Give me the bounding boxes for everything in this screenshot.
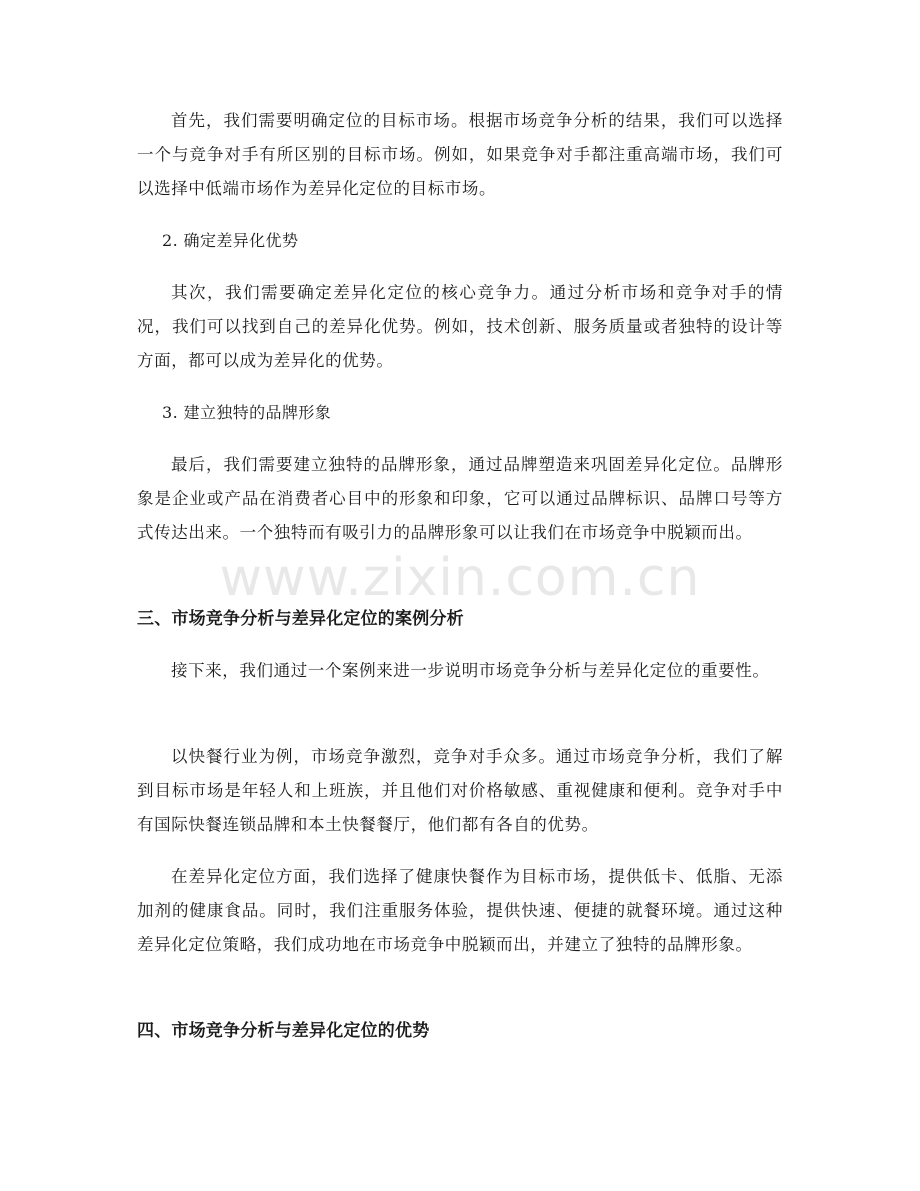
paragraph-differentiation-strategy: 在差异化定位方面，我们选择了健康快餐作为目标市场，提供低卡、低脂、无添加剂的健康食品。同时，我们注重服务体验，提供快速、便捷的就餐环境。通过这种差异化定位策略，我们成功地在市场竞争中脱颖而出，并建立了独特的品牌形象。 xyxy=(137,867,783,954)
section-heading-advantages: 四、市场竞争分析与差异化定位的优势 xyxy=(137,1021,430,1041)
subheading-differentiation-advantage: 2. 确定差异化优势 xyxy=(162,231,299,250)
watermark-text: www.zixin.com.cn xyxy=(219,548,701,608)
paragraph-fast-food-example: 以快餐行业为例，市场竞争激烈，竞争对手众多。通过市场竞争分析，我们了解到目标市场是年轻人和上班族，并且他们对价格敏感、重视健康和便利。竞争对手中有国际快餐连锁品牌和本土快餐餐厅，他们都有各自的优势。 xyxy=(137,747,783,834)
subheading-brand-image: 3. 建立独特的品牌形象 xyxy=(162,403,332,422)
paragraph-core-competitiveness: 其次，我们需要确定差异化定位的核心竞争力。通过分析市场和竞争对手的情况，我们可以找到自己的差异化优势。例如，技术创新、服务质量或者独特的设计等方面，都可以成为差异化的优势。 xyxy=(137,283,783,370)
section-heading-case-analysis: 三、市场竞争分析与差异化定位的案例分析 xyxy=(137,609,464,629)
paragraph-brand-image: 最后，我们需要建立独特的品牌形象，通过品牌塑造来巩固差异化定位。品牌形象是企业或产品在消费者心目中的形象和印象，它可以通过品牌标识、品牌口号等方式传达出来。一个独特而有吸引力的品牌形象可以让我们在市场竞争中脱颖而出。 xyxy=(137,455,783,542)
paragraph-target-market: 首先，我们需要明确定位的目标市场。根据市场竞争分析的结果，我们可以选择一个与竞争对手有所区别的目标市场。例如，如果竞争对手都注重高端市场，我们可以选择中低端市场作为差异化定位的目标市场。 xyxy=(137,111,783,198)
paragraph-case-intro: 接下来，我们通过一个案例来进一步说明市场竞争分析与差异化定位的重要性。 xyxy=(171,661,770,680)
